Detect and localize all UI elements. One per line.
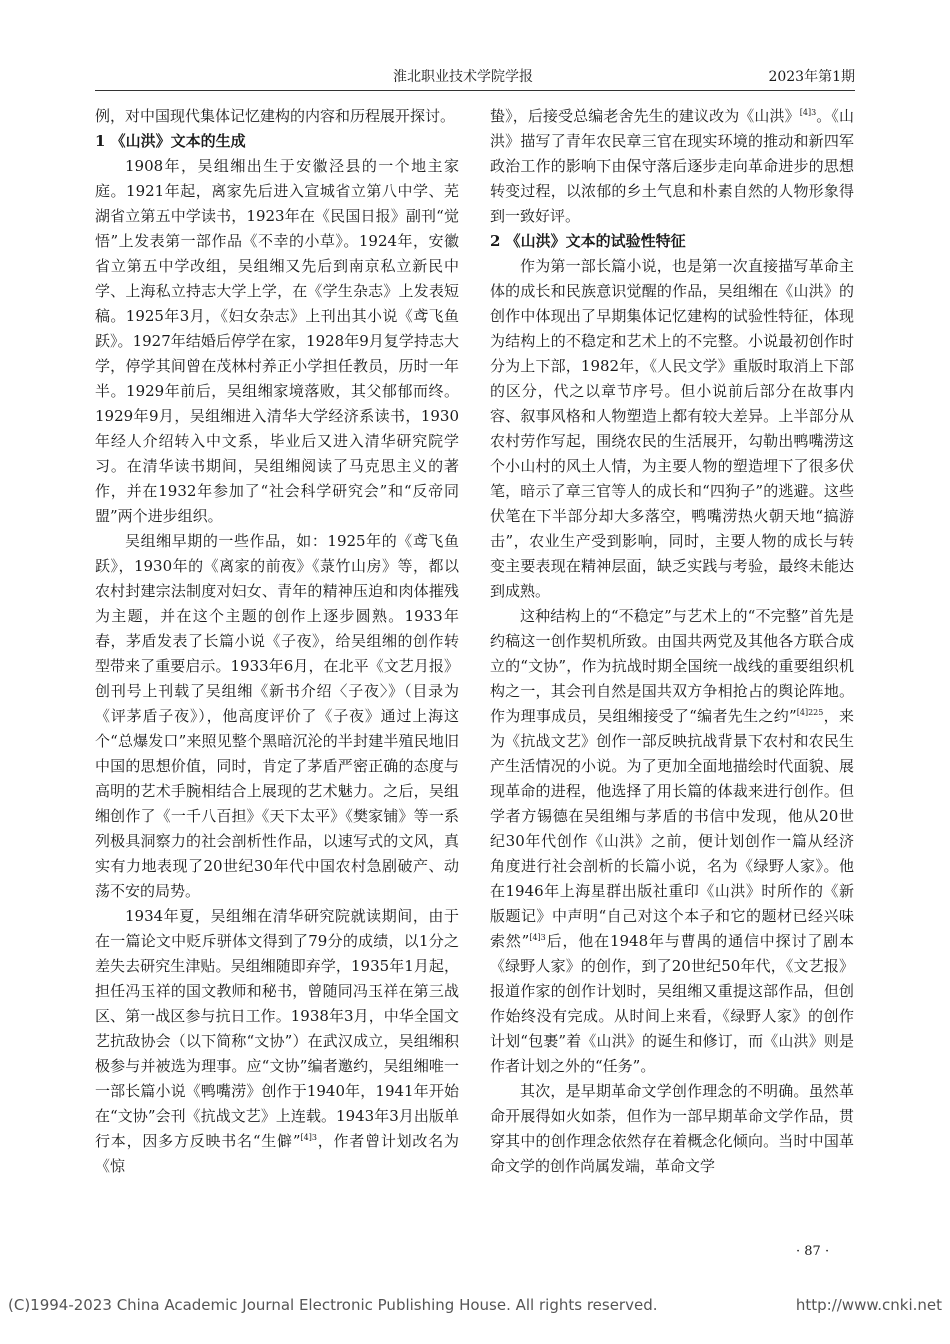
left-column — [95, 104, 459, 1179]
right-column — [490, 104, 854, 1179]
paragraph: 作为第一部长篇小说，也是第一次直接描写革命主体的成长和民族意识觉醒的作品，吴组缃在《山洪》的创作中体现出了早期集体记忆建构的试验性特征，体现为结构上的不稳定和艺术上的不完整。小说最初创作时分为上下部，1982年，《人民文学》重版时取消上下部的区分，代之以章节序号。但小说前后部分在故事内容、叙事风格和人物塑造上都有较大差异。上半部分从农村劳作写起，围绕农民的生活展开，勾勒出鸭嘴涝这个小山村的风土人情，为主要人物的塑造埋下了很多伏笔，暗示了章三官等人的成长和“四狗子”的逃避。这些伏笔在下半部分却大多落空，鸭嘴涝热火朝天地“搞游击”，农业生产受到影响，同时，主要人物的成长与转变主要表现在精神层面，缺乏实践与考验，最终未能达到成熟。 — [490, 257, 854, 600]
citation-ref: [4]3 — [799, 108, 817, 117]
section-heading-1: 1 《山洪》文本的生成 — [95, 132, 246, 150]
copyright-footer — [8, 1296, 942, 1314]
text-run: ，作者曾计划改名为《惊 — [95, 1132, 459, 1175]
citation-ref: [4]3 — [300, 1133, 317, 1142]
paragraph: 1908年，吴组缃出生于安徽泾县的一个地主家庭。1921年起，离家先后进入宣城省立第八中学、芜湖省立第五中学读书，1923年在《民国日报》副刊“觉悟”上发表第一部作品《不幸的小草》。1924年，安徽省立第五中学改组，吴组缃又先后到南京私立新民中学、上海私立持志大学上学，在《学生杂志》上发表短稿。1925年3月，《妇女杂志》上刊出其小说《鸢飞鱼跃》。1927年结婚后停学在家，1928年9月复学持志大学，停学其间曾在茂林村养正小学担任教员，历时一年半。1929年前后，吴组缃家境落败，其父郁郁而终。1929年9月，吴组缃进入清华大学经济系读书，1930年经人介绍转入中文系，毕业后又进入清华研究院学习。在清华读书期间，吴组缃阅读了马克思主义的著作，并在1932年参加了“社会科学研究会”和“反帝同盟”两个进步组织。 — [95, 157, 459, 525]
paragraph — [95, 904, 459, 1179]
text-run: ，来为《抗战文艺》创作一部反映抗战背景下农村和农民生产生活情况的小说。为了更加全面地描绘时代面貌、展现革命的进程，他选择了用长篇的体裁来进行创作。但学者方锡德在吴组缃与茅盾的书信中发现，他从20世纪30年代创作《山洪》之前，便计划创作一篇从经济角度进行社会剖析的长篇小说，名为《绿野人家》。他在1946年上海星群出版社重印《山洪》时所作的《新版题记》中声明“自己对这个本子和它的题材已经兴味索然” — [490, 707, 854, 950]
journal-title: 淮北职业技术学院学报 — [393, 69, 533, 85]
text-run: 蛰》，后接受总编老舍先生的建议改为《山洪》 — [490, 107, 800, 125]
paragraph: 吴组缃早期的一些作品，如：1925年的《鸢飞鱼跃》，1930年的《离家的前夜》《菉竹山房》等，都以农村封建宗法制度对妇女、青年的精神压迫和肉体摧残为主题，并在这个主题的创作上逐步圆熟。1933年春，茅盾发表了长篇小说《子夜》，给吴组缃的创作转型带来了重要启示。1933年6月，在北平《文艺月报》创刊号上刊载了吴组缃《新书介绍〈子夜〉》（目录为《评茅盾子夜》），他高度评价了《子夜》通过上海这个“总爆发口”来照见整个黑暗沉沦的半封建半殖民地旧中国的思想价值，同时，肯定了茅盾严密正确的态度与高明的艺术手腕相结合上展现的艺术魅力。之后，吴组缃创作了《一千八百担》《天下太平》《樊家铺》等一系列极具洞察力的社会剖析性作品，以速写式的文风，真实有力地表现了20世纪30年代中国农村急剧破产、动荡不安的局势。 — [95, 532, 459, 900]
paragraph — [490, 104, 854, 229]
copyright-text: (C)1994-2023 China Academic Journal Electronic Publishing House. All rights reserved. — [8, 1296, 658, 1314]
section-heading-2: 2 《山洪》文本的试验性特征 — [490, 232, 686, 250]
paragraph: 例，对中国现代集体记忆建构的内容和历程展开探讨。 — [95, 107, 456, 125]
running-header — [95, 66, 855, 91]
text-run: 1934年夏，吴组缃在清华研究院就读期间，由于在一篇论文中贬斥骈体文得到了79分的成绩，以1分之差失去研究生津贴。吴组缃随即弃学，1935年1月起，担任冯玉祥的国文教师和秘书，曾随同冯玉祥在第三战区、第一战区参与抗日工作。1938年3月，中华全国文艺抗敌协会（以下简称“文协”）在武汉成立，吴组缃积极参与并被选为理事。应“文协”编者邀约，吴组缃唯一一部长篇小说《鸭嘴涝》创作于1940年，1941年开始在“文协”会刊《抗战文艺》上连载。1943年3月出版单行本，因多方反映书名“生僻” — [95, 907, 459, 1150]
paragraph — [490, 604, 854, 1079]
paragraph: 其次，是早期革命文学创作理念的不明确。虽然革命开展得如火如荼，但作为一部早期革命文学作品，贯穿其中的创作理念依然存在着概念化倾向。当时中国革命文学的创作尚属发端，革命文学 — [490, 1082, 854, 1175]
page-number: · 87 · — [796, 1244, 830, 1259]
citation-ref: [4]225 — [796, 708, 824, 717]
cnki-link[interactable]: http://www.cnki.net — [795, 1296, 942, 1314]
citation-ref: [4]3 — [529, 933, 546, 942]
text-run: 。《山洪》描写了青年农民章三官在现实环境的推动和新四军政治工作的影响下由保守落后逐步走向革命进步的思想转变过程，以浓郁的乡土气息和朴素自然的人物形象得到一致好评。 — [490, 107, 854, 225]
text-run: 后，他在1948年与曹禺的通信中探讨了剧本《绿野人家》的创作，到了20世纪50年代，《文艺报》报道作家的创作计划时，吴组缃又重提这部作品，但创作始终没有完成。从时间上来看，《绿野人家》的创作计划“包裹”着《山洪》的诞生和修订，而《山洪》则是作者计划之外的“任务”。 — [490, 932, 854, 1075]
text-run: 这种结构上的“不稳定”与艺术上的“不完整”首先是约稿这一创作契机所致。由国共两党及其他各方联合成立的“文协”，作为抗战时期全国统一战线的重要组织机构之一，其会刊自然是国共双方争相抢占的舆论阵地。作为理事成员，吴组缃接受了“编者先生之约” — [490, 607, 854, 725]
issue-label: 2023年第1期 — [768, 69, 855, 85]
